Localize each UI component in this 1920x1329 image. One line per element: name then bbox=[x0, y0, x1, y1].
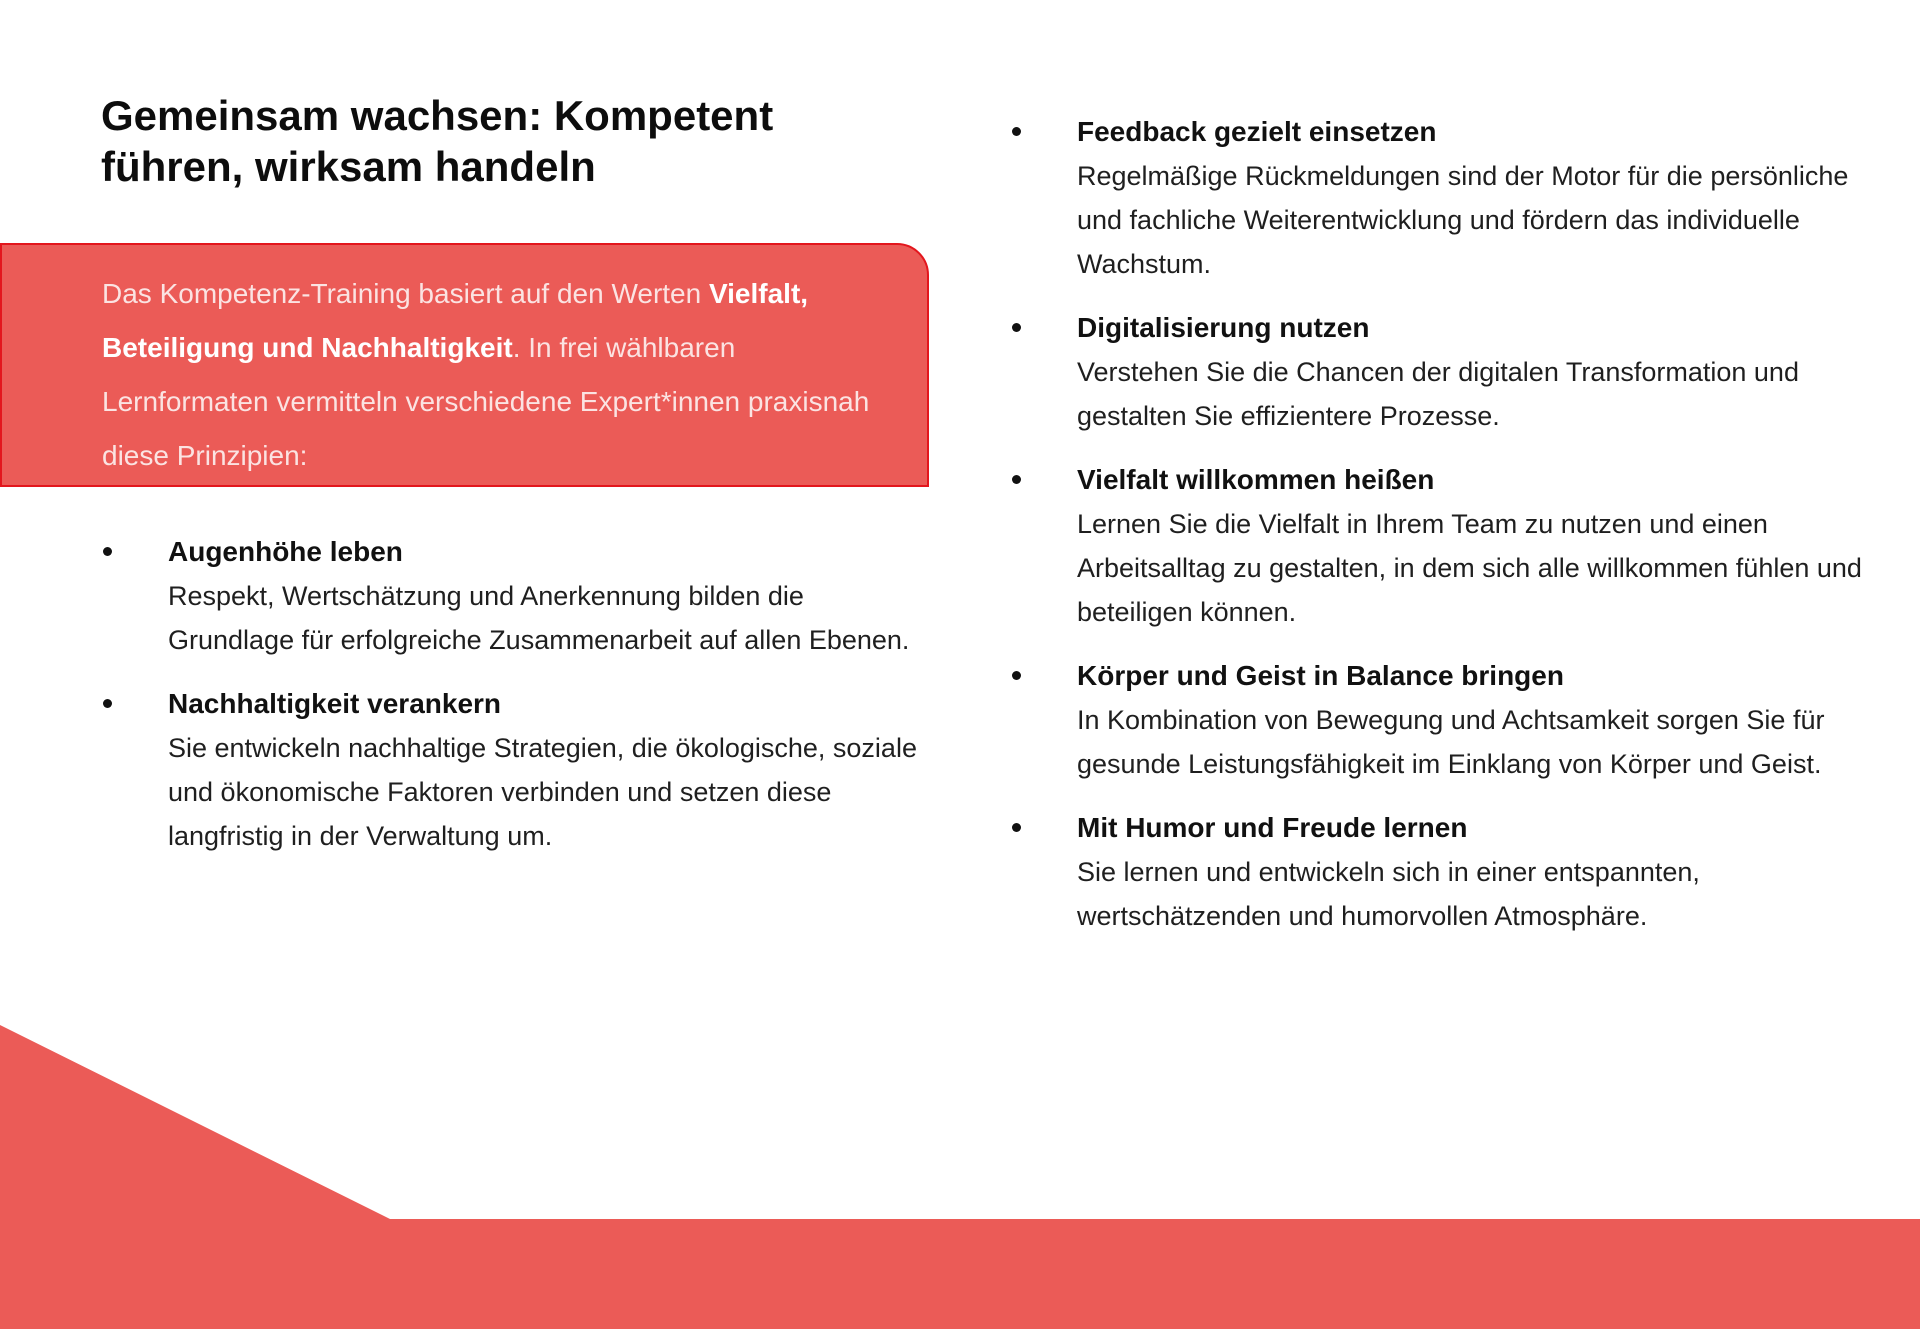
list-item-text: Verstehen Sie die Chancen der digitalen Transformation und gestalten Sie effizientere Prozesse. bbox=[1077, 357, 1799, 431]
list-item-title: Mit Humor und Freude lernen bbox=[1077, 812, 1468, 843]
intro-emphasis: Vielfalt, Beteiligung und Nachhaltigkeit bbox=[102, 278, 809, 363]
list-item-text: Sie lernen und entwickeln sich in einer entspannten, wertschätzenden und humorvollen Atmosphäre. bbox=[1077, 857, 1700, 931]
list-item-title: Vielfalt willkommen heißen bbox=[1077, 464, 1435, 495]
list-item-title: Nachhaltigkeit verankern bbox=[168, 688, 502, 719]
page-title: Gemeinsam wachsen: Kompetent führen, wirksam handeln bbox=[101, 92, 774, 190]
intro-text-before: Das Kompetenz-Training basiert auf den Werten bbox=[102, 278, 709, 309]
list-item-title: Feedback gezielt einsetzen bbox=[1077, 116, 1437, 147]
list-item-title: Digitalisierung nutzen bbox=[1077, 312, 1370, 343]
list-item-text: In Kombination von Bewegung und Achtsamkeit sorgen Sie für gesunde Leistungsfähigkeit im Einklang von Körper und Geist. bbox=[1077, 705, 1825, 779]
intro-text-after: . In frei wählbaren Lernformaten vermitteln verschiedene Expert*innen praxisnah diese Prinzipien: bbox=[102, 332, 870, 471]
footer-shape-fill bbox=[0, 1025, 1920, 1329]
list-item-text: Regelmäßige Rückmeldungen sind der Motor für die persönliche und fachliche Weiterentwicklung und fördern das individuelle Wachstum. bbox=[1077, 161, 1849, 279]
list-item-text: Respekt, Wertschätzung und Anerkennung bilden die Grundlage für erfolgreiche Zusammenarbeit auf allen Ebenen. bbox=[168, 581, 910, 655]
list-item-title: Augenhöhe leben bbox=[168, 536, 403, 567]
list-item-text: Sie entwickeln nachhaltige Strategien, die ökologische, soziale und ökonomische Faktoren verbinden und setzen diese langfristig in der Verwaltung um. bbox=[168, 733, 917, 851]
list-item-title: Körper und Geist in Balance bringen bbox=[1077, 660, 1564, 691]
list-item-text: Lernen Sie die Vielfalt in Ihrem Team zu nutzen und einen Arbeitsalltag zu gestalten, in dem sich alle willkommen fühlen und beteiligen können. bbox=[1077, 509, 1862, 627]
